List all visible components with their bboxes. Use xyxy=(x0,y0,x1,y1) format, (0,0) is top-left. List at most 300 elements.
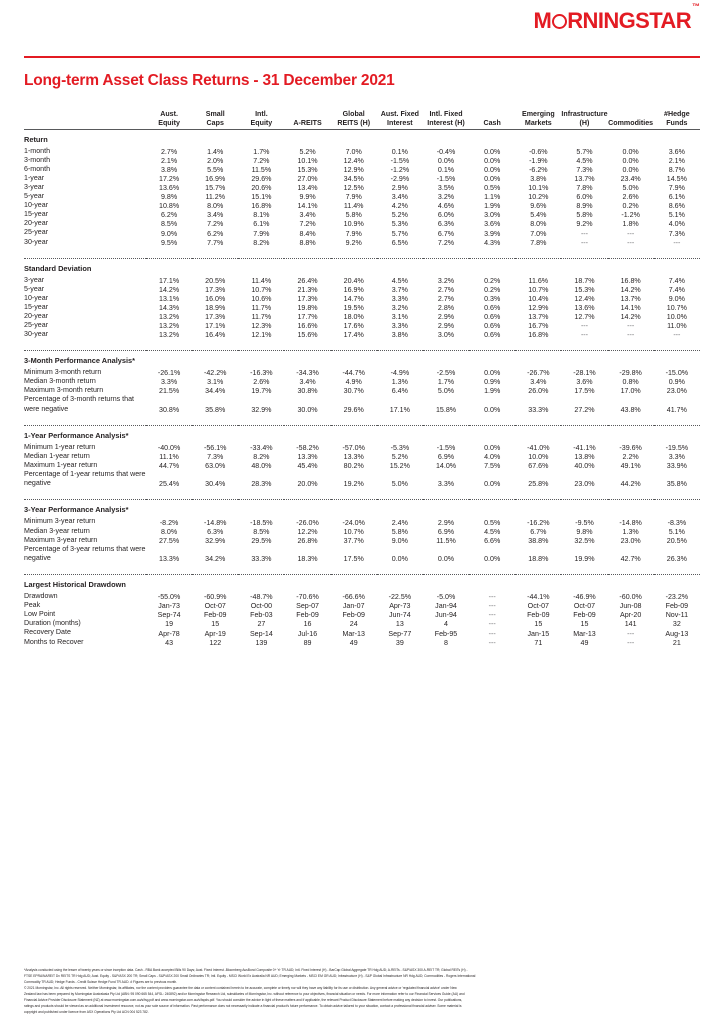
table-cell: 5.0% xyxy=(622,184,639,193)
row-label: 25-year xyxy=(24,228,49,237)
table-cell: 13.7% xyxy=(574,175,595,184)
table-cell: -55.0% xyxy=(157,593,181,602)
table-cell: 21.3% xyxy=(297,285,318,294)
section-header-row xyxy=(24,258,700,276)
table-cell: 139 xyxy=(255,638,268,647)
table-cell: 3.6% xyxy=(668,147,685,156)
column-header-cash: Cash xyxy=(469,110,515,129)
table-cell: Apr-78 xyxy=(158,629,180,638)
column-header-hedge-funds: #Hedge Funds xyxy=(654,110,700,129)
table-cell: 14.2% xyxy=(620,285,641,294)
table-cell: 7.5% xyxy=(484,462,501,471)
table-cell: 12.9% xyxy=(343,165,364,174)
table-cell: 30.7% xyxy=(343,387,364,396)
table-row xyxy=(24,330,700,339)
table-cell: 0.0% xyxy=(622,156,639,165)
table-cell: 44.2% xyxy=(620,480,641,489)
section-header-row xyxy=(24,351,700,369)
table-row xyxy=(24,443,700,452)
table-cell: 24 xyxy=(349,620,358,629)
table-cell: 2.4% xyxy=(391,518,408,527)
table-cell: Jan-15 xyxy=(527,629,550,638)
table-cell: 3.6% xyxy=(576,378,593,387)
table-cell: 3.2% xyxy=(437,193,455,202)
table-cell: -1.5% xyxy=(436,175,456,184)
table-cell: -40.0% xyxy=(157,443,181,452)
table-cell: 18.7% xyxy=(574,276,595,285)
table-cell: 8.9% xyxy=(576,202,593,211)
row-label: 5-year xyxy=(24,192,45,201)
table-row xyxy=(24,321,700,330)
table-cell: 17.7% xyxy=(297,312,318,321)
table-row xyxy=(24,201,700,210)
table-cell: -16.3% xyxy=(250,369,273,378)
footnote-line-1: *Analysis conducted using the lesser of twenty years or since inception data. Cash - RBA Bank accepted Bills 90 Days; Aust. Fixed Interest -Bloomberg AusBond Composite 0+ Yr TR AUD; Intl. Fixed Interest (H) - BarCap Global Aggregate TR Hdg AUD; A-REITs - S&P/ASX 300 A-REIT TR; Global REITs (H) - xyxy=(24,968,468,973)
table-cell: 39 xyxy=(395,638,404,647)
table-cell: 3.2% xyxy=(391,303,408,312)
table-cell: 2.7% xyxy=(160,147,178,156)
row-label: Maximum 3-month return xyxy=(24,386,104,395)
table-cell: 0.0% xyxy=(484,443,501,452)
table-cell: 6.6% xyxy=(484,536,501,545)
table-row xyxy=(24,461,700,470)
table-cell: Mar-13 xyxy=(342,629,365,638)
row-label: 3-month xyxy=(24,155,51,164)
table-cell: -18.5% xyxy=(250,518,273,527)
row-label: Recovery Date xyxy=(24,628,71,637)
table-cell: 4.0% xyxy=(668,220,685,229)
table-cell: 17.1% xyxy=(159,276,180,285)
table-cell: 0.0% xyxy=(437,156,455,165)
table-cell: 5.3% xyxy=(391,220,408,229)
table-cell: 4.2% xyxy=(391,202,408,211)
row-label: Maximum 1-year return xyxy=(24,460,98,469)
table-cell: 8.1% xyxy=(253,211,270,220)
section-title: 3-Year Performance Analysis* xyxy=(24,500,700,518)
table-row xyxy=(24,147,700,156)
row-label: 10-year xyxy=(24,293,49,302)
table-cell: Jun-74 xyxy=(389,611,411,620)
table-cell: 33.3% xyxy=(528,405,549,414)
table-cell: 33.3% xyxy=(251,555,272,564)
table-cell: -44.1% xyxy=(527,593,550,602)
table-cell: 26.3% xyxy=(666,555,687,564)
table-cell: 9.6% xyxy=(530,202,547,211)
table-cell: Feb-09 xyxy=(573,611,596,620)
table-cell: 1.8% xyxy=(622,220,639,229)
table-cell: -1.9% xyxy=(529,156,548,165)
table-cell: 29.5% xyxy=(251,536,272,545)
table-cell: 8.6% xyxy=(668,202,685,211)
table-cell: 0.1% xyxy=(437,165,455,174)
table-cell: Sep-74 xyxy=(157,611,181,620)
table-cell: 7.7% xyxy=(207,238,224,247)
table-cell: 11.4% xyxy=(251,276,272,285)
table-cell: 10.0% xyxy=(666,312,687,321)
table-cell: 0.0% xyxy=(484,147,501,156)
section-spacer xyxy=(24,488,700,500)
table-header-row xyxy=(24,110,700,129)
table-cell: 3.8% xyxy=(530,175,547,184)
table-cell: 7.3% xyxy=(576,165,593,174)
table-row xyxy=(24,285,700,294)
table-cell: 11.5% xyxy=(251,165,272,174)
table-cell: 0.0% xyxy=(622,147,639,156)
table-cell: 11.1% xyxy=(159,452,179,461)
table-cell: 67.6% xyxy=(528,462,549,471)
row-label: Maximum 3-year return xyxy=(24,535,98,544)
table-cell: -8.3% xyxy=(667,518,687,527)
table-cell: -42.2% xyxy=(203,369,227,378)
table-cell: -44.7% xyxy=(342,369,365,378)
table-cell: 0.6% xyxy=(484,303,501,312)
table-cell: 7.9% xyxy=(345,193,362,202)
table-cell: 4 xyxy=(444,620,448,629)
table-row xyxy=(24,517,700,526)
table-row xyxy=(24,312,700,321)
row-label: Minimum 1-year return xyxy=(24,442,96,451)
table-cell: 10.9% xyxy=(343,220,364,229)
logo-text-pre: M xyxy=(533,8,552,33)
table-cell: -26.7% xyxy=(527,369,550,378)
table-row xyxy=(24,452,700,461)
table-cell: Apr-73 xyxy=(389,602,411,611)
table-cell: 44.7% xyxy=(159,462,180,471)
row-label: Duration (months) xyxy=(24,619,81,628)
table-cell: 0.0% xyxy=(622,165,639,174)
table-cell: 20.5% xyxy=(666,536,687,545)
table-cell: -14.8% xyxy=(203,518,227,527)
table-cell: 0.0% xyxy=(437,555,455,564)
table-cell: 12.4% xyxy=(343,156,364,165)
table-cell: 45.4% xyxy=(297,462,318,471)
section-spacer xyxy=(24,247,700,259)
table-cell: 4.0% xyxy=(484,452,501,461)
table-cell: 18.8% xyxy=(528,555,549,564)
table-cell: 17.1% xyxy=(389,405,410,414)
table-cell: 1.9% xyxy=(484,202,501,211)
table-cell: Feb-03 xyxy=(250,611,273,620)
table-cell: 2.9% xyxy=(391,184,408,193)
table-cell: 11.6% xyxy=(528,276,549,285)
table-cell: -41.1% xyxy=(573,443,596,452)
table-cell: 8.0% xyxy=(207,202,224,211)
table-cell: 3.4% xyxy=(530,378,547,387)
table-cell: -5.3% xyxy=(390,443,410,452)
row-label: 3-year xyxy=(24,183,45,192)
table-row xyxy=(24,545,700,563)
table-cell: 29.6% xyxy=(251,175,272,184)
header-divider xyxy=(24,56,700,58)
table-cell: 17.5% xyxy=(343,555,364,564)
table-cell: 12.9% xyxy=(528,303,549,312)
table-cell: 3.9% xyxy=(484,229,501,238)
table-row xyxy=(24,368,700,377)
table-cell: 3.8% xyxy=(391,331,408,340)
table-cell: 0.2% xyxy=(484,276,501,285)
table-cell: -46.9% xyxy=(573,593,596,602)
table-cell: --- xyxy=(488,602,496,611)
table-cell: 7.4% xyxy=(668,285,685,294)
table-cell: 11.4% xyxy=(343,202,364,211)
table-cell: Apr-20 xyxy=(619,611,642,620)
spacer-cell xyxy=(24,414,700,426)
table-cell: 6.3% xyxy=(207,527,224,536)
table-cell: 13.2% xyxy=(159,331,180,340)
table-cell: 11.7% xyxy=(251,312,272,321)
table-cell: -28.1% xyxy=(573,369,596,378)
footnote-line-8: copyright and published under licence from ASX Operations Pty Ltd ACN 004 523 782. xyxy=(24,1010,149,1015)
table-cell: 12.7% xyxy=(574,312,595,321)
table-cell: 1.3% xyxy=(391,378,408,387)
table-cell: -70.6% xyxy=(296,593,319,602)
table-cell: 40.0% xyxy=(574,462,595,471)
table-cell: 0.6% xyxy=(484,322,501,331)
row-label: 3-year xyxy=(24,275,45,284)
row-label: 20-year xyxy=(24,311,49,320)
table-cell: 6.9% xyxy=(437,452,455,461)
table-cell: 2.9% xyxy=(437,518,455,527)
table-cell: 7.0% xyxy=(530,229,547,238)
table-cell: 2.7% xyxy=(437,294,455,303)
table-cell: 32.5% xyxy=(574,536,595,545)
table-cell: 3.1% xyxy=(207,378,224,387)
table-cell: --- xyxy=(488,629,496,638)
table-cell: 8 xyxy=(444,638,448,647)
table-cell: Apr-19 xyxy=(204,629,226,638)
table-row xyxy=(24,156,700,165)
table-cell: 3.4% xyxy=(299,211,316,220)
table-cell: 10.7% xyxy=(343,527,364,536)
table-cell: 2.0% xyxy=(207,156,224,165)
table-cell: 32.9% xyxy=(251,405,272,414)
table-cell: 13 xyxy=(395,620,404,629)
row-label: Drawdown xyxy=(24,592,58,601)
table-cell: 2.6% xyxy=(253,378,270,387)
table-cell: 5.0% xyxy=(391,480,408,489)
table-cell: 4.3% xyxy=(484,238,501,247)
table-cell: 19.2% xyxy=(343,480,364,489)
table-cell: 1.3% xyxy=(622,527,639,536)
table-cell: --- xyxy=(627,238,635,247)
table-cell: 15.7% xyxy=(205,184,226,193)
section-title: Standard Deviation xyxy=(24,258,700,276)
table-cell: 7.0% xyxy=(345,147,362,156)
table-cell: 0.0% xyxy=(484,369,501,378)
table-cell: 48.0% xyxy=(251,462,272,471)
table-cell: 14.0% xyxy=(435,462,457,471)
table-cell: 19.7% xyxy=(251,387,272,396)
table-row xyxy=(24,592,700,601)
table-cell: Feb-09 xyxy=(203,611,227,620)
table-cell: -2.9% xyxy=(390,175,410,184)
table-cell: 15.6% xyxy=(297,331,318,340)
table-cell: --- xyxy=(488,611,496,620)
footnotes-block xyxy=(24,968,700,1016)
table-cell: 3.7% xyxy=(391,285,408,294)
table-cell: 5.8% xyxy=(345,211,362,220)
table-cell: 5.2% xyxy=(299,147,316,156)
table-cell: 8.2% xyxy=(253,238,270,247)
table-cell: -15.0% xyxy=(665,369,689,378)
table-row xyxy=(24,470,700,488)
table-cell: 141 xyxy=(624,620,637,629)
table-cell: 14.2% xyxy=(620,312,641,321)
table-cell: 2.6% xyxy=(622,193,639,202)
table-row xyxy=(24,386,700,395)
table-cell: 6.2% xyxy=(207,229,224,238)
row-label: Percentage of 3-year returns that were negative xyxy=(24,544,146,562)
table-cell: 21.5% xyxy=(159,387,180,396)
page-title: Long-term Asset Class Returns - 31 December 2021 xyxy=(24,72,395,89)
table-row xyxy=(24,192,700,201)
table-cell: 18.9% xyxy=(205,303,226,312)
row-label: 5-year xyxy=(24,284,45,293)
table-cell: -0.6% xyxy=(529,147,548,156)
table-cell: 30.8% xyxy=(159,405,180,414)
table-cell: 2.1% xyxy=(160,156,178,165)
table-cell: 2.2% xyxy=(622,452,639,461)
table-cell: Aug-13 xyxy=(665,629,689,638)
table-cell: 5.5% xyxy=(207,165,224,174)
table-cell: --- xyxy=(580,229,589,238)
table-cell: 19 xyxy=(165,620,174,629)
table-row xyxy=(24,183,700,192)
table-cell: Sep-14 xyxy=(249,629,273,638)
row-label: 30-year xyxy=(24,330,49,339)
column-header-a-reits: A-REITS xyxy=(284,110,330,129)
table-cell: 0.5% xyxy=(484,184,501,193)
section-header-row xyxy=(24,500,700,518)
column-header-small-caps: Small Caps xyxy=(192,110,238,129)
table-cell: 7.9% xyxy=(668,184,685,193)
table-cell: -57.0% xyxy=(342,443,365,452)
table-row xyxy=(24,395,700,413)
table-cell: 14.2% xyxy=(159,285,180,294)
table-cell: --- xyxy=(488,593,496,602)
table-cell: 0.0% xyxy=(484,156,501,165)
table-row xyxy=(24,638,700,647)
table-cell: --- xyxy=(627,638,635,647)
row-label-column-header xyxy=(24,110,146,129)
table-cell: 29.6% xyxy=(343,405,364,414)
table-cell: 35.8% xyxy=(205,405,226,414)
table-cell: 1.7% xyxy=(253,147,270,156)
table-cell: 7.8% xyxy=(530,238,547,247)
table-cell: 6.9% xyxy=(437,527,455,536)
table-cell: 18.0% xyxy=(343,312,364,321)
table-cell: 8.5% xyxy=(253,527,270,536)
table-cell: 8.7% xyxy=(668,165,685,174)
table-cell: 15 xyxy=(211,620,220,629)
table-row xyxy=(24,527,700,536)
table-cell: --- xyxy=(627,331,635,340)
table-cell: --- xyxy=(673,238,681,247)
column-header-aust-fixed-interest: Aust. Fixed Interest xyxy=(377,110,423,129)
table-cell: 37.7% xyxy=(343,536,364,545)
trademark-symbol: ™ xyxy=(692,2,700,11)
table-cell: 16.6% xyxy=(297,322,318,331)
table-cell: 17.1% xyxy=(205,322,226,331)
table-cell: Mar-13 xyxy=(573,629,596,638)
table-row xyxy=(24,165,700,174)
table-cell: 23.4% xyxy=(620,175,641,184)
table-cell: 5.7% xyxy=(576,147,593,156)
table-cell: 5.0% xyxy=(437,387,455,396)
logo-circle-o-icon xyxy=(552,14,567,29)
column-header-intl-equity: Intl. Equity xyxy=(238,110,284,129)
table-cell: 13.7% xyxy=(528,312,549,321)
section-title: 3-Month Performance Analysis* xyxy=(24,351,700,369)
table-cell: -33.4% xyxy=(250,443,273,452)
table-cell: 27.0% xyxy=(297,175,318,184)
table-cell: 10.2% xyxy=(528,193,549,202)
section-spacer xyxy=(24,563,700,575)
footnote-line-3: Commodity TR AUD; Hedge Funds - Credit Suisse Hedge Fund TR AUD. # Figures are to previous month. xyxy=(24,980,178,985)
table-cell: 1.7% xyxy=(437,378,455,387)
table-cell: 7.2% xyxy=(299,220,316,229)
column-header-global-reits-h: Global REITS (H) xyxy=(331,110,377,129)
table-cell: -41.0% xyxy=(527,443,550,452)
column-header-infrastructure-h: Infrastructure (H) xyxy=(561,110,608,128)
table-cell: 19.5% xyxy=(343,303,364,312)
table-cell: 16 xyxy=(303,620,312,629)
table-cell: 0.3% xyxy=(484,294,501,303)
table-cell: 80.2% xyxy=(343,462,364,471)
table-head xyxy=(24,110,700,129)
table-cell: Jan-73 xyxy=(158,602,180,611)
table-cell: 15.3% xyxy=(574,285,595,294)
table-cell: 34.5% xyxy=(343,175,364,184)
table-cell: -2.5% xyxy=(436,369,456,378)
table-cell: -34.3% xyxy=(296,369,319,378)
row-label: Months to Recover xyxy=(24,637,84,646)
table-cell: 15.8% xyxy=(435,405,457,414)
table-cell: 3.1% xyxy=(391,312,408,321)
table-cell: Jun-94 xyxy=(435,611,457,620)
table-cell: 6.0% xyxy=(576,193,593,202)
table-cell: 0.0% xyxy=(391,555,408,564)
table-cell: 26.8% xyxy=(297,536,318,545)
table-cell: 3.4% xyxy=(299,378,316,387)
table-cell: 13.1% xyxy=(159,294,180,303)
table-cell: -58.2% xyxy=(296,443,319,452)
table-cell: 49 xyxy=(580,638,589,647)
table-cell: 0.0% xyxy=(484,175,501,184)
table-cell: -29.8% xyxy=(619,369,642,378)
table-cell: Nov-11 xyxy=(665,611,689,620)
table-cell: Jan-07 xyxy=(342,602,365,611)
table-cell: --- xyxy=(488,620,496,629)
table-cell: 0.9% xyxy=(484,378,501,387)
table-cell: 3.0% xyxy=(484,211,501,220)
table-cell: 13.4% xyxy=(297,184,318,193)
table-cell: Feb-09 xyxy=(342,611,365,620)
table-cell: 12.3% xyxy=(251,322,272,331)
column-header-emerging-markets: Emerging Markets xyxy=(515,110,561,129)
table-cell: -1.2% xyxy=(390,165,410,174)
section-header-row xyxy=(24,425,700,443)
table-cell: 0.2% xyxy=(484,285,501,294)
table-cell: 14.7% xyxy=(343,294,364,303)
table-cell: 4.5% xyxy=(484,527,501,536)
table-cell: 71 xyxy=(534,638,543,647)
logo-wordmark xyxy=(534,10,691,32)
footnote-line-4: © 2021 Morningstar, Inc. All rights reserved. Neither Morningstar, its affiliates, nor the content providers guarantee the data or content contained herein to be accurate, complete or timely nor will they have any liability for its use or distribution. Any general advice or 'regulated financial advice' under New xyxy=(24,986,457,991)
table-cell: -5.0% xyxy=(436,593,456,602)
row-label: 20-year xyxy=(24,219,49,228)
table-cell: 21 xyxy=(672,638,681,647)
